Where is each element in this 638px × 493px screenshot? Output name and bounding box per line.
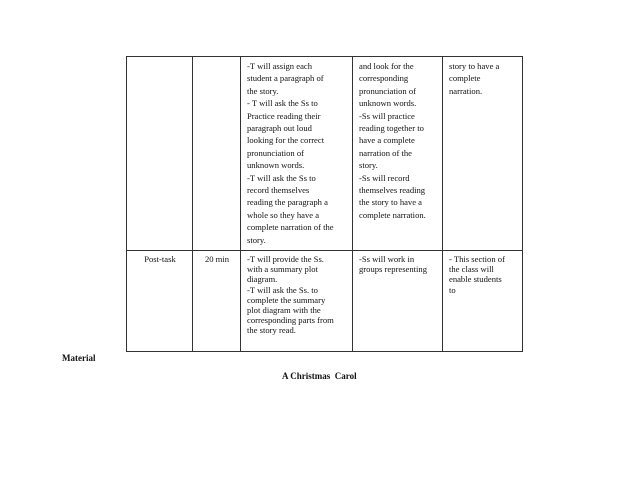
- lesson-plan-table: [126, 56, 523, 352]
- stage-cell: Post-task: [127, 251, 193, 352]
- stage-cell: [127, 57, 193, 251]
- table-row: [127, 251, 523, 352]
- material-title: A Christmas Carol: [282, 371, 357, 381]
- purpose-cell: - This section of the class will enable students to: [443, 251, 523, 352]
- teacher-activity-cell: -T will provide the Ss. with a summary plot diagram. -T will ask the Ss. to complete the summary plot diagram with the corresponding parts from the story read.: [241, 251, 353, 352]
- teacher-activity-cell: -T will assign each student a paragraph of the story. - T will ask the Ss to Practice reading their paragraph out loud looking for the correct pronunciation of unknown words. -T will ask the Ss to record themselves reading the paragraph a whole so they have a complete narration of the story.: [241, 57, 353, 251]
- purpose-cell: story to have a complete narration.: [443, 57, 523, 251]
- material-heading: Material: [62, 353, 96, 363]
- table-row: [127, 57, 523, 251]
- student-activity-cell: -Ss will work in groups representing: [353, 251, 443, 352]
- time-cell: 20 min: [193, 251, 241, 352]
- student-activity-cell: and look for the corresponding pronunciation of unknown words. -Ss will practice reading together to have a complete narration of the story. -Ss will record themselves reading the story to have a complete narration.: [353, 57, 443, 251]
- time-cell: [193, 57, 241, 251]
